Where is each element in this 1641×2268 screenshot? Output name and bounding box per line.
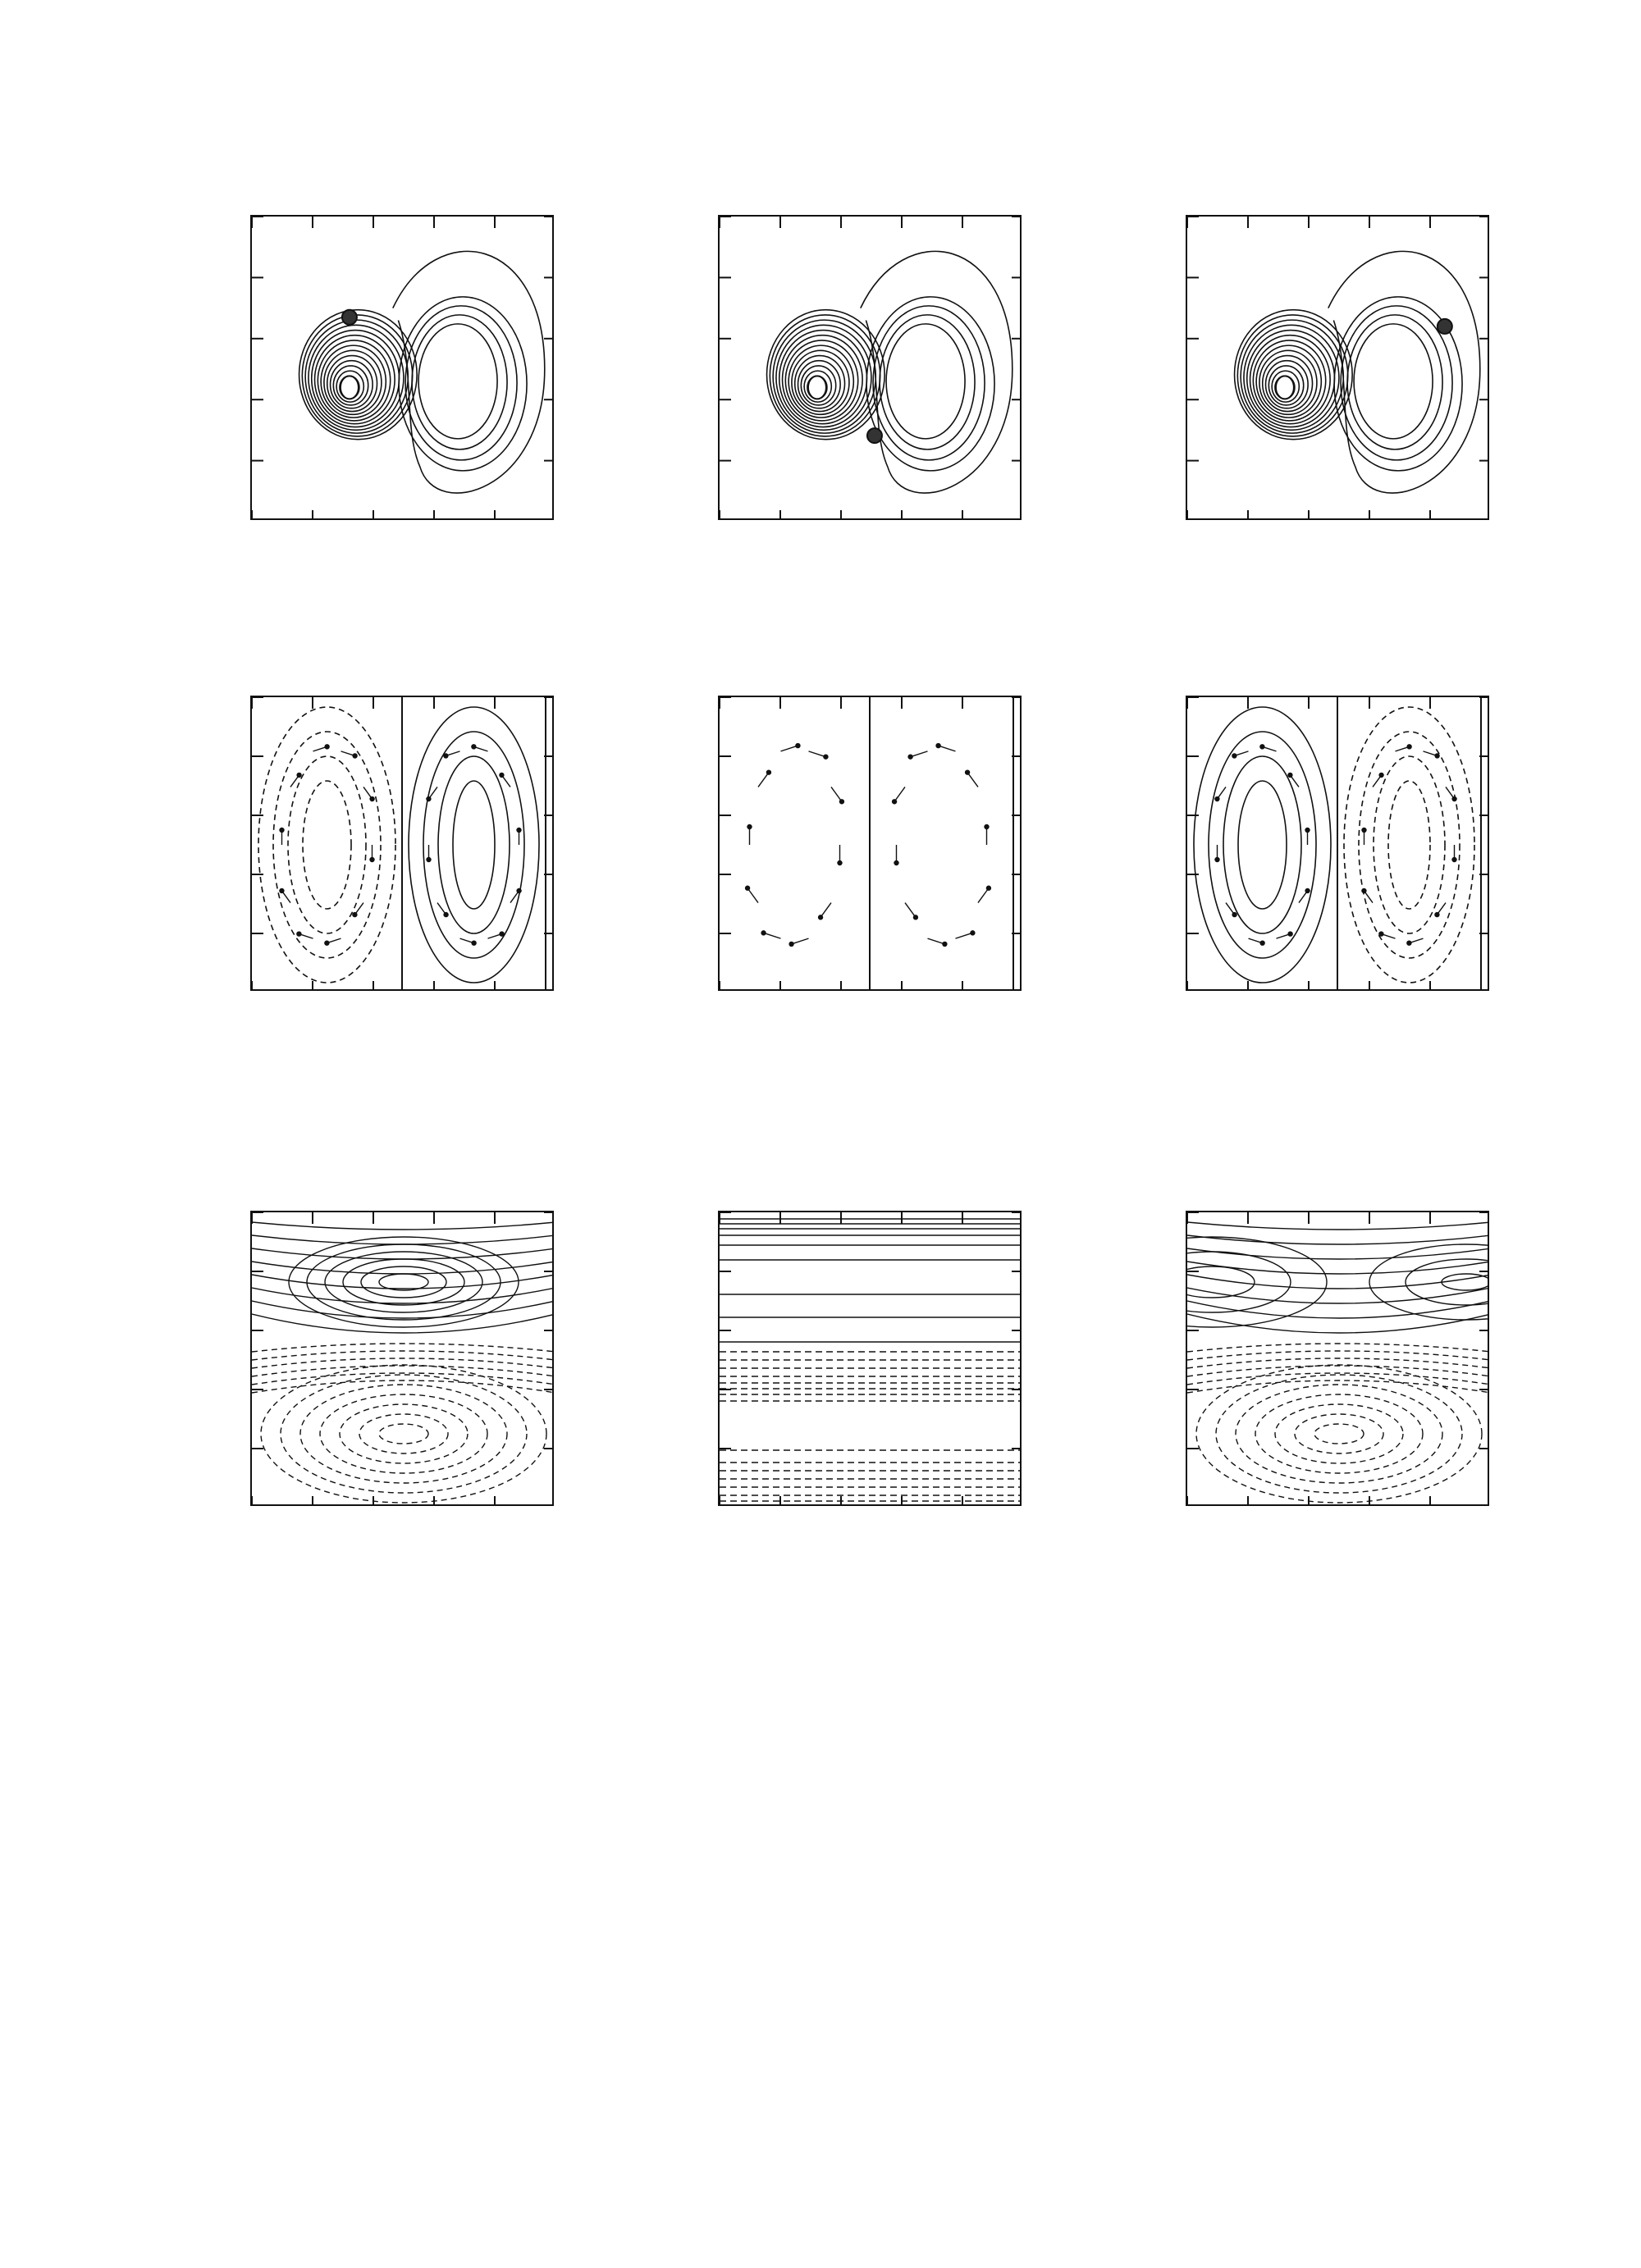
phase-point-0: [342, 310, 357, 325]
temp-contours-1: [720, 1219, 1022, 1501]
temp-contours-2: [1187, 1222, 1489, 1503]
phase-plot-1: [718, 215, 1022, 520]
stream-plot-svg-0: [252, 697, 554, 991]
phase-point-1: [867, 428, 882, 443]
temp-contours-0: [252, 1222, 554, 1503]
stream-plot-svg-1: [720, 697, 1022, 991]
phase-plot-2: [1186, 215, 1489, 520]
stream-contours-0: [258, 707, 539, 983]
temp-plot-svg-0: [252, 1212, 554, 1506]
phase-plot-svg-2: [1187, 217, 1489, 520]
stream-contours-2: [1194, 707, 1474, 983]
phase-point-2: [1438, 319, 1452, 334]
stream-plot-0: [250, 696, 554, 991]
stream-plot-svg-2: [1187, 697, 1489, 991]
temp-plot-0: [250, 1211, 554, 1506]
stream-vectors-1: [746, 744, 991, 947]
stream-plot-1: [718, 696, 1022, 991]
stream-plot-2: [1186, 696, 1489, 991]
phase-attractor-1: [767, 251, 1012, 493]
temp-plot-svg-2: [1187, 1212, 1489, 1506]
stream-vectors-2: [1215, 745, 1456, 945]
stream-vectors-0: [280, 745, 521, 945]
phase-plot-0: [250, 215, 554, 520]
temp-plot-2: [1186, 1211, 1489, 1506]
temp-plot-1: [718, 1211, 1022, 1506]
phase-attractor-0: [299, 251, 545, 493]
phase-plot-svg-1: [720, 217, 1022, 520]
temp-plot-svg-1: [720, 1212, 1022, 1506]
phase-plot-svg-0: [252, 217, 554, 520]
phase-attractor-2: [1235, 251, 1480, 493]
